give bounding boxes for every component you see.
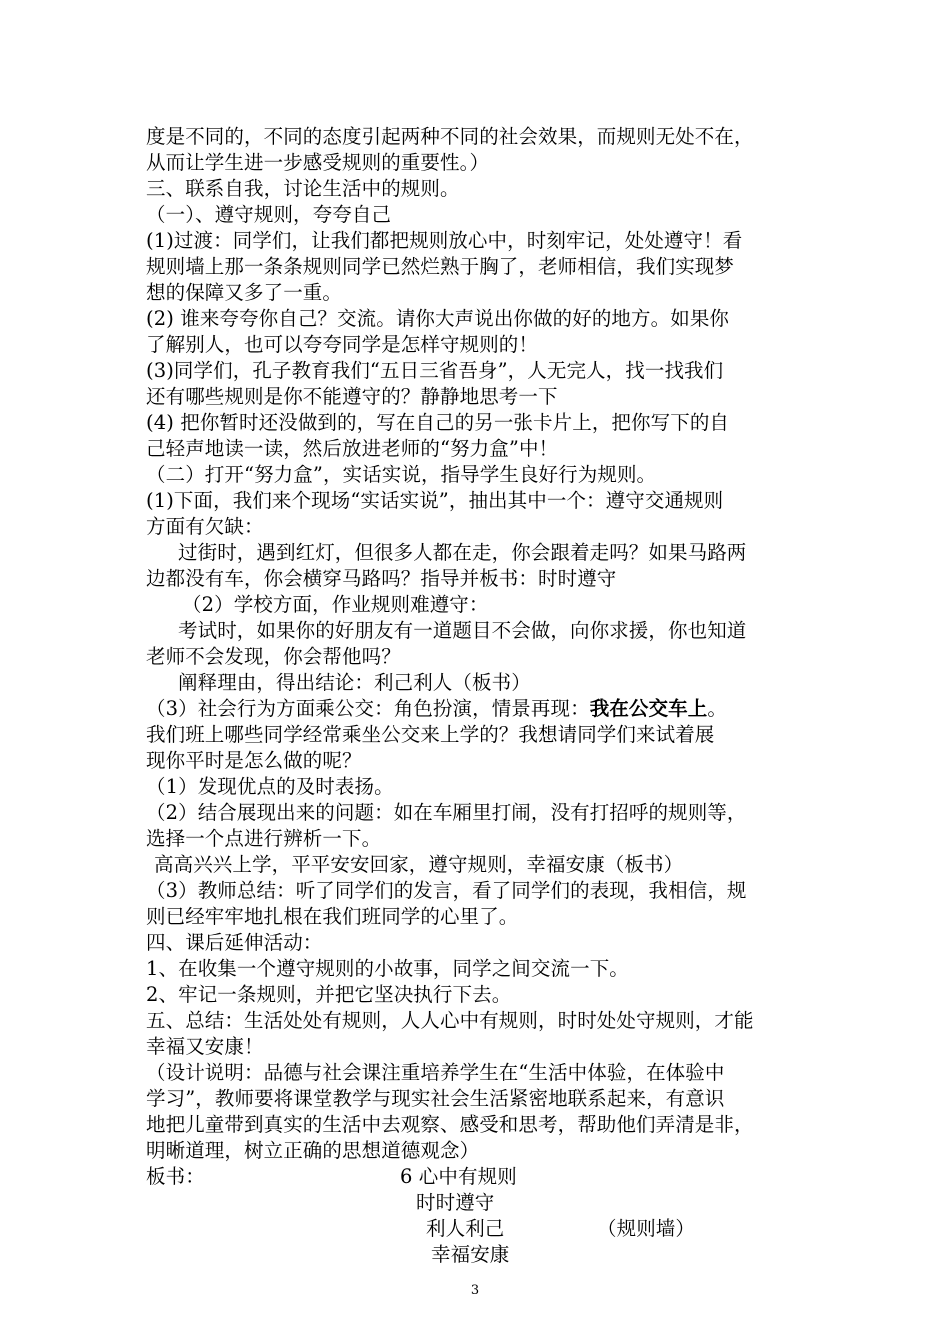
text-line: 幸福又安康！ [146,1035,264,1058]
bold-phrase: 我在公交车上 [589,697,708,720]
section-heading: 三、联系自我，讨论生活中的规则。 [146,177,460,200]
text-line: 现你平时是怎么做的呢？ [146,749,362,772]
text-line: 高高兴兴上学，平平安安回家，遵守规则，幸福安康（板书） [154,853,684,876]
text-line: (3)同学们，孔子教育我们“五日三省吾身”，人无完人，找一找我们 [146,359,724,382]
text-line: 规则墙上那一条条规则同学已然烂熟于胸了，老师相信，我们实现梦 [146,255,735,278]
text-line: 地把儿童带到真实的生活中去观察、感受和思考，帮助他们弄清是非， [146,1113,754,1136]
text-line: （2）结合展现出来的问题：如在车厢里打闹，没有打招呼的规则等， [146,801,747,824]
text-line: 边都没有车，你会横穿马路吗？指导并板书：时时遵守 [146,567,617,590]
text-line: （2）学校方面，作业规则难遵守： [182,593,489,616]
page-number: 3 [470,1283,480,1298]
text-line: 想的保障又多了一重。 [146,281,343,304]
text-line: 了解别人，也可以夸夸同学是怎样守规则的！ [146,333,539,356]
board-item: 时时遵守 [416,1191,495,1214]
text-line: 2、牢记一条规则，并把它坚决执行下去。 [146,983,512,1006]
text-line: (1)过渡：同学们，让我们都把规则放心中，时刻牢记，处处遵守！看 [146,229,743,252]
text-line: (2) 谁来夸夸你自己？交流。请你大声说出你做的好的地方。如果你 [146,307,730,330]
section-heading: 五、总结：生活处处有规则，人人心中有规则，时时处处守规则，才能 [146,1009,754,1032]
text-line: 阐释理由，得出结论：利己利人（板书） [178,671,531,694]
board-item: 幸福安康 [431,1243,510,1266]
text-line: 我们班上哪些同学经常乘坐公交来上学的？我想请同学们来试着展 [146,723,715,746]
section-heading: 四、课后延伸活动： [146,931,323,954]
board-label: 板书： [146,1165,205,1188]
text-line: （1）发现优点的及时表扬。 [146,775,394,798]
text-line: 1、在收集一个遵守规则的小故事，同学之间交流一下。 [146,957,629,980]
text-line: 方面有欠缺： [146,515,264,538]
board-wall-label: （规则墙） [597,1217,696,1240]
subsection-heading: （一）、遵守规则，夸夸自己 [146,203,392,226]
text-line: 度是不同的，不同的态度引起两种不同的社会效果，而规则无处不在， [146,125,754,148]
text-line: 从而让学生进一步感受规则的重要性。） [146,151,490,174]
text-line: （3）教师总结：听了同学们的发言，看了同学们的表现，我相信，规 [146,879,747,902]
text-line: （设计说明：品德与社会课注重培养学生在“生活中体验，在体验中 [146,1061,725,1084]
text-line: (4) 把你暂时还没做到的，写在自己的另一张卡片上，把你写下的自 [146,411,730,434]
text-line: 选择一个点进行辨析一下。 [146,827,382,850]
text-line: 老师不会发现，你会帮他吗？ [146,645,401,668]
board-item: 利人利己 [426,1217,505,1240]
text-line: 明晰道理，树立正确的思想道德观念） [146,1139,480,1162]
text-span: 。 [707,697,727,720]
text-line: 过街时，遇到红灯，但很多人都在走，你会跟着走吗？如果马路两 [178,541,747,564]
text-line [146,696,836,722]
text-line: 考试时，如果你的好朋友有一道题目不会做，向你求援，你也知道 [178,619,747,642]
text-line: (1)下面，我们来个现场“实话实说”，抽出其中一个：遵守交通规则 [146,489,724,512]
text-line: 学习”，教师要将课堂教学与现实社会生活紧密地联系起来，有意识 [146,1087,725,1110]
text-span: （3）社会行为方面乘公交：角色扮演，情景再现： [146,697,590,720]
subsection-heading: （二）打开“努力盒”，实话实说，指导学生良好行为规则。 [146,463,657,486]
text-line: 己轻声地读一读，然后放进老师的“努力盒”中！ [146,437,559,460]
text-line: 还有哪些规则是你不能遵守的？静静地思考一下 [146,385,558,408]
text-line: 则已经牢牢地扎根在我们班同学的心里了。 [146,905,519,928]
board-title: 6 心中有规则 [400,1165,517,1188]
